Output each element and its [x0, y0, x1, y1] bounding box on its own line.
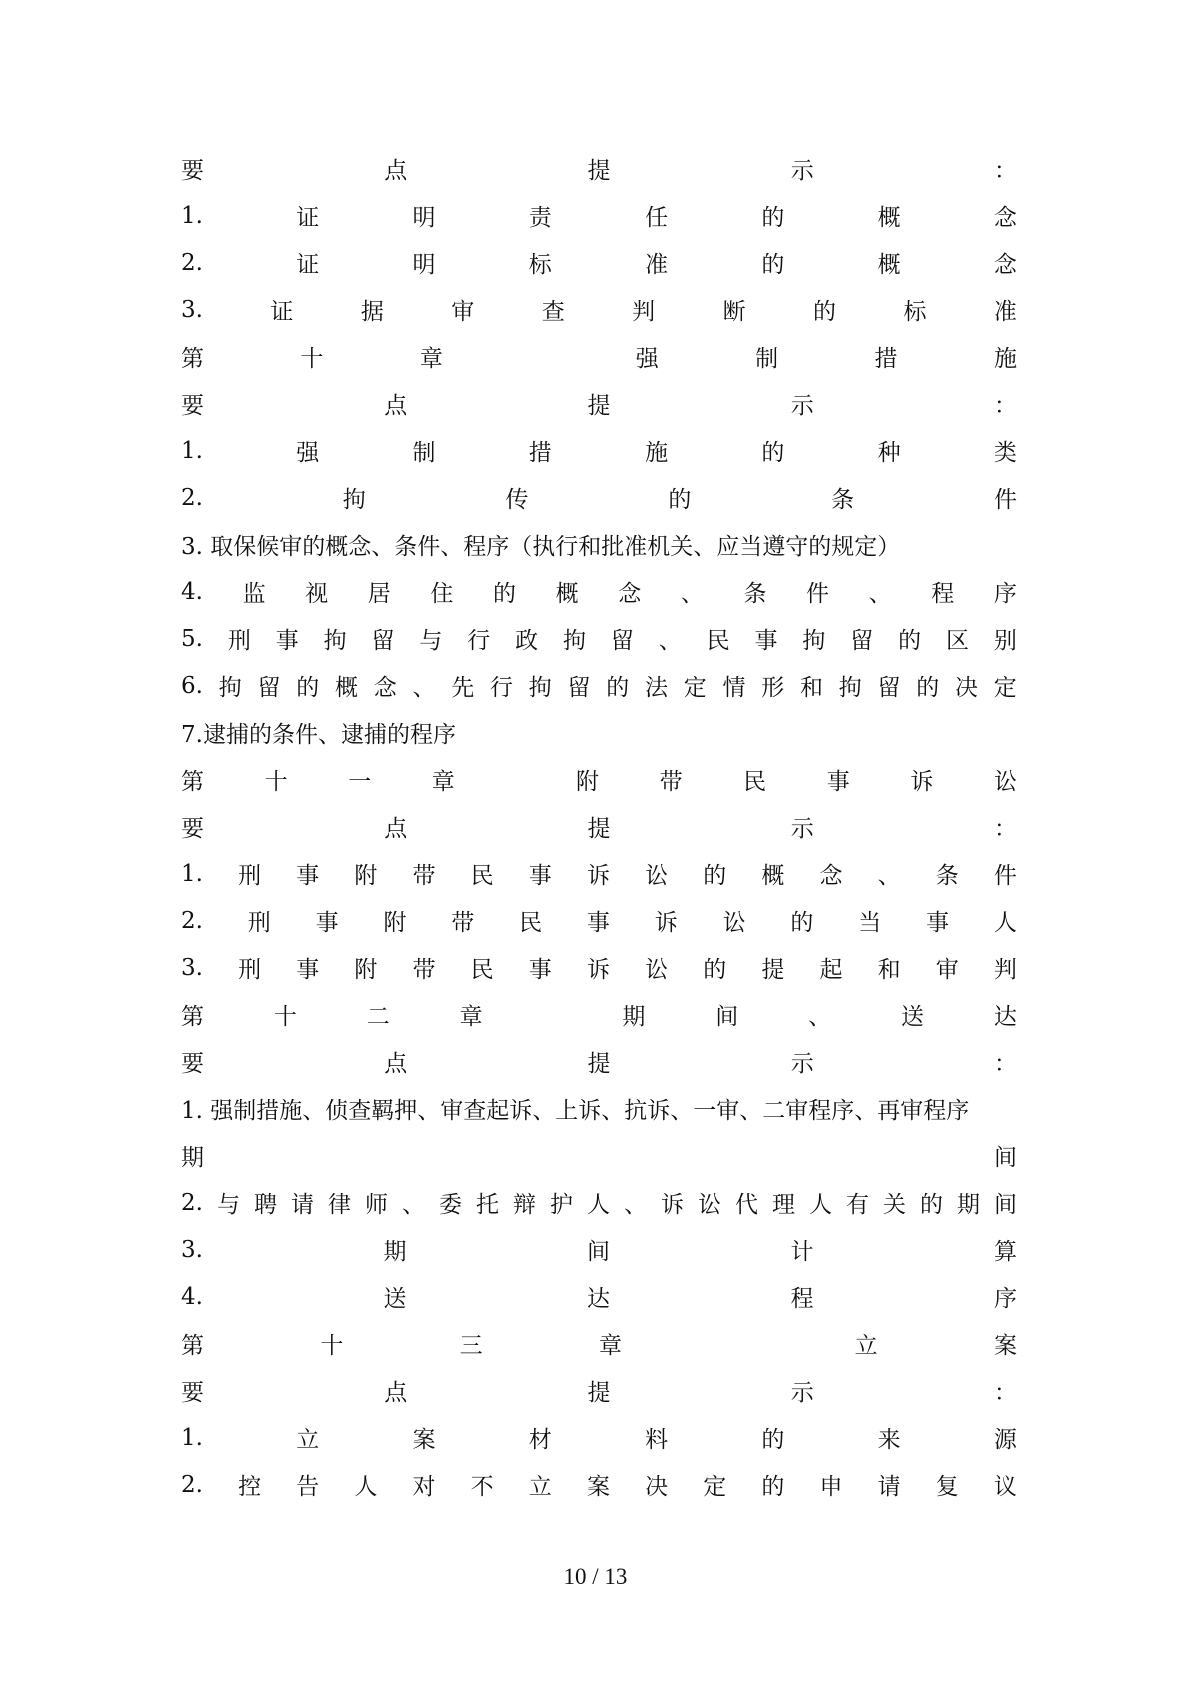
line-token: 制 [412, 440, 436, 466]
line-token: 民 [519, 910, 543, 936]
line-token: 与 [216, 1192, 240, 1218]
line-token: 达 [586, 1286, 610, 1312]
line-token: 、 [658, 628, 682, 654]
line-token: 概 [555, 581, 579, 607]
line-token: 情 [722, 675, 746, 701]
line-token: 定 [703, 1474, 727, 1500]
line-token: 证 [296, 205, 320, 231]
line-token: 立 [528, 1474, 552, 1500]
line-token: 对 [412, 1474, 436, 1500]
text-line [181, 1132, 1017, 1179]
line-token: 标 [528, 252, 552, 278]
line-token: 带 [659, 769, 683, 795]
line-token: 事 [296, 957, 320, 983]
line-token: 制 [755, 346, 779, 372]
line-token: 事 [586, 910, 610, 936]
line-token: 施 [993, 346, 1017, 372]
line-token: 关 [882, 1192, 906, 1218]
line-token: 拘 [838, 675, 862, 701]
text-line [181, 944, 1017, 991]
line-token: 和 [877, 957, 901, 983]
line-token: 和 [799, 675, 823, 701]
line-token: 种 [877, 440, 901, 466]
line-token: 判 [632, 299, 656, 325]
line-token: 的 [813, 299, 837, 325]
line-token: 定 [993, 675, 1017, 701]
text-line [181, 662, 1017, 709]
line-token: 2. [181, 249, 203, 276]
line-token: 民 [743, 769, 767, 795]
line-token: 措 [528, 440, 552, 466]
line-token: 、 [412, 675, 436, 701]
line-token: 提 [587, 158, 611, 184]
line-token: 代 [734, 1192, 758, 1218]
line-token: 6. [181, 672, 203, 699]
text-line [181, 568, 1017, 615]
line-token: 条 [935, 863, 959, 889]
line-token: 证 [270, 299, 294, 325]
text-line [181, 1226, 1017, 1273]
text-line [181, 1179, 1017, 1226]
line-token: 的 [703, 957, 727, 983]
line-token: 人 [993, 910, 1017, 936]
line-token: 念 [618, 581, 642, 607]
line-token: 律 [327, 1192, 351, 1218]
text-line [181, 192, 1017, 239]
line-token: 的 [790, 910, 814, 936]
line-token: 强 [296, 440, 320, 466]
line-token: 的 [668, 487, 692, 513]
line-token: 间 [994, 1145, 1017, 1171]
line-token: 的 [761, 205, 785, 231]
line-token: 4. [181, 578, 203, 605]
line-token: 的 [919, 1192, 943, 1218]
line-token: 3. [181, 1236, 203, 1263]
line-token: 定 [683, 675, 707, 701]
text-line [181, 756, 1017, 803]
line-text: 1. 强制措施、侦查羁押、审查起诉、上诉、抗诉、一审、二审程序、再审程序 [181, 1098, 970, 1124]
line-token: 与 [419, 628, 443, 654]
line-token: 概 [334, 675, 358, 701]
line-token: 的 [296, 675, 320, 701]
line-token: 行 [489, 675, 513, 701]
line-token: 有 [845, 1192, 869, 1218]
line-token: 间 [715, 1004, 739, 1030]
line-token: 准 [993, 299, 1017, 325]
line-token: 查 [541, 299, 565, 325]
line-token: 、 [401, 1192, 425, 1218]
line-token: 附 [354, 863, 378, 889]
line-token: 、 [877, 863, 901, 889]
line-token: ： [994, 816, 1017, 842]
line-token: 5. [181, 625, 203, 652]
line-token: 概 [877, 205, 901, 231]
text-line [181, 239, 1017, 286]
line-token: 案 [993, 1333, 1017, 1359]
line-token: 、 [808, 1004, 832, 1030]
line-token: 十 [273, 1004, 297, 1030]
line-token: 点 [384, 1380, 408, 1406]
line-token: 第 [181, 769, 204, 795]
line-token: 要 [181, 393, 204, 419]
line-token: 断 [722, 299, 746, 325]
line-token: 带 [412, 863, 436, 889]
line-token: 理 [771, 1192, 795, 1218]
text-line [181, 521, 1017, 568]
line-token: 程 [790, 1286, 814, 1312]
line-token: 事 [315, 910, 339, 936]
line-token: 讼 [722, 910, 746, 936]
line-token: 、 [680, 581, 704, 607]
line-token: 讼 [993, 769, 1017, 795]
line-token: 事 [754, 628, 778, 654]
line-token: 民 [470, 957, 494, 983]
line-token: 刑 [227, 628, 251, 654]
line-token: 诉 [586, 957, 610, 983]
line-token: 法 [644, 675, 668, 701]
line-token: 要 [181, 1051, 204, 1077]
line-token: 政 [515, 628, 539, 654]
line-token: 二 [366, 1004, 390, 1030]
line-token: 行 [467, 628, 491, 654]
line-token: 人 [586, 1192, 610, 1218]
line-token: 事 [528, 957, 552, 983]
line-token: 提 [587, 393, 611, 419]
line-token: 示 [790, 393, 814, 419]
line-token: 示 [790, 158, 814, 184]
text-line [181, 1367, 1017, 1414]
text-line [181, 380, 1017, 427]
line-token: 任 [645, 205, 669, 231]
line-token: 诉 [660, 1192, 684, 1218]
line-token: 念 [819, 863, 843, 889]
line-token: 示 [790, 1380, 814, 1406]
line-token: 留 [610, 628, 634, 654]
line-token: 的 [898, 628, 922, 654]
line-token: 1. [181, 1424, 203, 1451]
line-token: 提 [761, 957, 785, 983]
line-token: 刑 [247, 910, 271, 936]
line-token: 拘 [802, 628, 826, 654]
line-token: 4. [181, 1283, 203, 1310]
line-token: 附 [383, 910, 407, 936]
line-token: 2. [181, 907, 203, 934]
line-token: 料 [645, 1427, 669, 1453]
line-token: 三 [459, 1333, 483, 1359]
line-token: 达 [993, 1004, 1017, 1030]
line-token: 当 [858, 910, 882, 936]
line-token: 概 [761, 863, 785, 889]
line-token: 视 [305, 581, 329, 607]
line-token: 传 [505, 487, 529, 513]
line-token: 托 [475, 1192, 499, 1218]
line-token: 形 [761, 675, 785, 701]
line-token: 章 [431, 769, 455, 795]
line-token: 的 [761, 440, 785, 466]
text-line [181, 1038, 1017, 1085]
line-token: 章 [459, 1004, 483, 1030]
line-token: 带 [412, 957, 436, 983]
line-token: 区 [945, 628, 969, 654]
line-token: ： [994, 1380, 1017, 1406]
line-token: 措 [874, 346, 898, 372]
line-token: 3. [181, 954, 203, 981]
line-token: 一 [348, 769, 372, 795]
line-token: 间 [586, 1239, 610, 1265]
line-token: 护 [549, 1192, 573, 1218]
line-token: 念 [373, 675, 397, 701]
line-token: 期 [181, 1145, 204, 1171]
line-token: 的 [606, 675, 630, 701]
line-token: 诉 [586, 863, 610, 889]
text-line [181, 991, 1017, 1038]
line-token: 2. [181, 484, 203, 511]
line-token: 的 [761, 1427, 785, 1453]
line-token: 提 [587, 816, 611, 842]
line-token: 民 [706, 628, 730, 654]
line-token: 材 [528, 1427, 552, 1453]
line-token: 源 [993, 1427, 1017, 1453]
line-token: 案 [586, 1474, 610, 1500]
line-token: 诉 [654, 910, 678, 936]
line-token: 监 [242, 581, 266, 607]
line-token: 点 [384, 393, 408, 419]
line-token: 决 [645, 1474, 669, 1500]
line-token: 决 [954, 675, 978, 701]
text-line [181, 1085, 1017, 1132]
line-token: 施 [645, 440, 669, 466]
text-line [181, 333, 1017, 380]
line-token: 请 [877, 1474, 901, 1500]
line-token: 程 [931, 581, 955, 607]
line-token: 要 [181, 158, 204, 184]
line-token: 先 [451, 675, 475, 701]
line-token: 拘 [562, 628, 586, 654]
line-token: 案 [412, 1427, 436, 1453]
line-token: 强 [635, 346, 659, 372]
line-token: 十 [320, 1333, 344, 1359]
line-token: 判 [993, 957, 1017, 983]
line-token: 提 [587, 1051, 611, 1077]
line-token: 第 [181, 1004, 204, 1030]
line-token: 留 [567, 675, 591, 701]
line-token: 拘 [218, 675, 242, 701]
line-token: 人 [354, 1474, 378, 1500]
text-line [181, 615, 1017, 662]
text-line [181, 427, 1017, 474]
line-token: 申 [819, 1474, 843, 1500]
line-token: 委 [438, 1192, 462, 1218]
line-token: 告 [296, 1474, 320, 1500]
text-line [181, 850, 1017, 897]
line-token: 要 [181, 1380, 204, 1406]
line-token: 件 [993, 863, 1017, 889]
line-token: 立 [854, 1333, 878, 1359]
line-token: 拘 [528, 675, 552, 701]
line-token: 、 [868, 581, 892, 607]
page-number: 10 / 13 [563, 1564, 628, 1589]
line-token: 第 [181, 1333, 204, 1359]
line-token: 1. [181, 437, 203, 464]
line-token: 2. [181, 1471, 203, 1498]
line-token: 类 [993, 440, 1017, 466]
line-token: 留 [371, 628, 395, 654]
line-token: 的 [703, 863, 727, 889]
line-token: 事 [826, 769, 850, 795]
line-token: 议 [993, 1474, 1017, 1500]
line-token: 聘 [253, 1192, 277, 1218]
line-token: 条 [743, 581, 767, 607]
line-token: 第 [181, 346, 204, 372]
line-token: 标 [903, 299, 927, 325]
line-token: 来 [877, 1427, 901, 1453]
text-line [181, 1461, 1017, 1508]
line-token: 1. [181, 202, 203, 229]
text-line [181, 1320, 1017, 1367]
line-token: 示 [790, 1051, 814, 1077]
line-token: 点 [384, 158, 408, 184]
line-token: 人 [808, 1192, 832, 1218]
line-token: 事 [926, 910, 950, 936]
line-token: 附 [354, 957, 378, 983]
line-token: 带 [451, 910, 475, 936]
line-token: 念 [993, 205, 1017, 231]
line-token: 件 [993, 487, 1017, 513]
line-token: 点 [384, 816, 408, 842]
line-token: ： [994, 393, 1017, 419]
line-token: 复 [935, 1474, 959, 1500]
line-token: 不 [470, 1474, 494, 1500]
line-token: 3. [181, 296, 203, 323]
line-token: 讼 [645, 863, 669, 889]
line-token: 民 [470, 863, 494, 889]
line-token: 期 [383, 1239, 407, 1265]
line-token: 事 [275, 628, 299, 654]
line-token: 章 [419, 346, 443, 372]
line-token: 审 [935, 957, 959, 983]
line-token: 拘 [323, 628, 347, 654]
line-token: 序 [993, 1286, 1017, 1312]
line-token: 据 [360, 299, 384, 325]
text-line [181, 709, 1017, 756]
line-token: 要 [181, 816, 204, 842]
line-token: 念 [993, 252, 1017, 278]
text-line [181, 1273, 1017, 1320]
line-token: 准 [645, 252, 669, 278]
line-token: 件 [806, 581, 830, 607]
line-token: 序 [993, 581, 1017, 607]
line-token: 刑 [238, 957, 262, 983]
line-token: 章 [598, 1333, 622, 1359]
line-token: 师 [364, 1192, 388, 1218]
line-token: 、 [623, 1192, 647, 1218]
line-token: 十 [300, 346, 324, 372]
line-token: 送 [901, 1004, 924, 1030]
line-token: 的 [761, 252, 785, 278]
line-token: 责 [528, 205, 552, 231]
line-token: 证 [296, 252, 320, 278]
line-token: 留 [877, 675, 901, 701]
line-token: 留 [850, 628, 874, 654]
line-token: 住 [430, 581, 454, 607]
line-token: 别 [993, 628, 1017, 654]
line-token: 附 [575, 769, 599, 795]
line-token: 请 [290, 1192, 314, 1218]
line-token: 居 [367, 581, 391, 607]
line-token: 送 [383, 1286, 407, 1312]
line-token: 算 [993, 1239, 1017, 1265]
line-token: 拘 [342, 487, 366, 513]
line-token: 计 [790, 1239, 814, 1265]
line-token: 1. [181, 860, 203, 887]
line-token: 立 [296, 1427, 320, 1453]
line-token: 条 [831, 487, 855, 513]
line-token: 的 [761, 1474, 785, 1500]
line-token: 2. [181, 1189, 203, 1216]
line-token: 明 [412, 252, 436, 278]
line-token: 点 [384, 1051, 408, 1077]
text-line [181, 803, 1017, 850]
line-token: 事 [296, 863, 320, 889]
line-text: 7.逮捕的条件、逮捕的程序 [181, 722, 456, 748]
line-token: 提 [587, 1380, 611, 1406]
line-token: ： [994, 1051, 1017, 1077]
line-token: 期 [956, 1192, 980, 1218]
text-line [181, 897, 1017, 944]
line-text: 3. 取保候审的概念、条件、程序（执行和批准机关、应当遵守的规定） [181, 534, 901, 560]
line-token: 明 [412, 205, 436, 231]
line-token: 的 [493, 581, 516, 607]
line-token: 期 [622, 1004, 646, 1030]
document-body [181, 145, 1017, 1508]
line-token: 起 [819, 957, 843, 983]
line-token: 讼 [645, 957, 669, 983]
line-token: 十 [264, 769, 288, 795]
text-line [181, 286, 1017, 333]
line-token: 示 [790, 816, 814, 842]
text-line [181, 145, 1017, 192]
line-token: 刑 [238, 863, 262, 889]
line-token: 辩 [512, 1192, 536, 1218]
line-token: 的 [916, 675, 940, 701]
line-token: 讼 [697, 1192, 721, 1218]
line-token: 留 [257, 675, 281, 701]
line-token: 间 [993, 1192, 1017, 1218]
line-token: ： [994, 158, 1017, 184]
line-token: 事 [528, 863, 552, 889]
line-token: 诉 [910, 769, 934, 795]
line-token: 控 [238, 1474, 262, 1500]
text-line [181, 1414, 1017, 1461]
text-line [181, 474, 1017, 521]
line-token: 概 [877, 252, 901, 278]
line-token: 审 [451, 299, 475, 325]
